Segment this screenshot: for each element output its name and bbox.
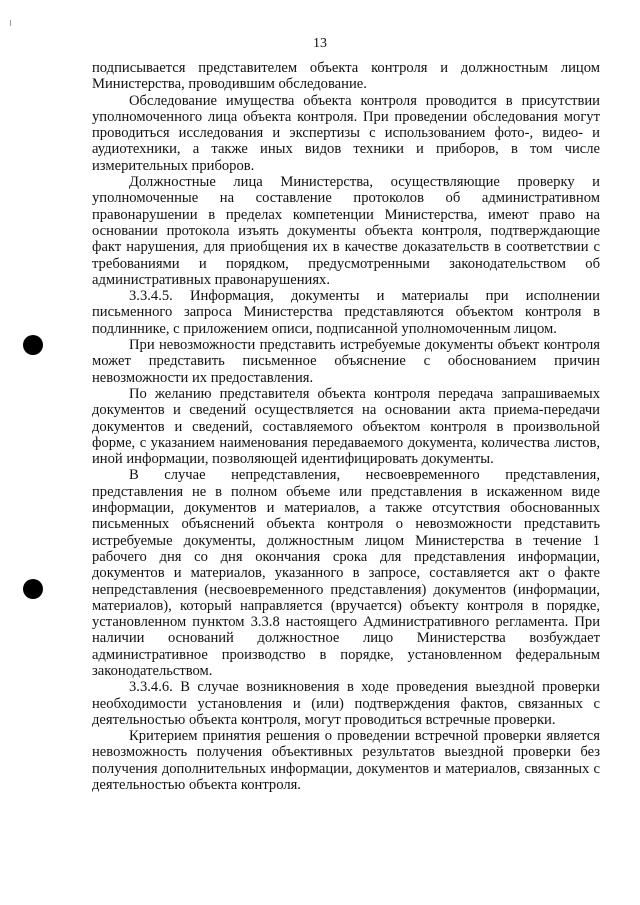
paragraph: подписывается представителем объекта контроля и должностным лицом Министерства, проводившим обследование. bbox=[92, 60, 600, 93]
paragraph: По желанию представителя объекта контроля передача запрашиваемых документов и сведений осуществляется на основании акта приема-передачи документов и сведений, составляемого объектом контроля в произвольной форме, с указанием наименования передаваемого документа, количества листов, иной информации, позволяющей идентифицировать документы. bbox=[92, 385, 600, 468]
page-number: 13 bbox=[313, 36, 327, 51]
punch-hole-mark bbox=[23, 579, 43, 599]
scan-edge-mark bbox=[10, 20, 11, 26]
paragraph: Должностные лица Министерства, осуществляющие проверку и уполномоченные на составление протоколов об административном правонарушении в пределах компетенции Министерства, имеют право на основании протокола изъять документы объекта контроля, подтверждающие факт нарушения, для приобщения их в качестве доказательств в соответствии с требованиями и порядком, предусмотренными законодательством об административных правонарушениях. bbox=[92, 174, 600, 288]
paragraph: В случае непредставления, несвоевременного представления, представления не в полном объеме или представления в искаженном виде информации, документов и материалов, а также отсутствия обоснованных письменных объяснений объекта контроля о невозможности представить истребуемые документы, должностным лицом Министерства в течение 1 рабочего дня со дня окончания срока для представления информации, документов и материалов, указанного в запросе, составляется акт о факте непредставления (несвоевременного представления) документов (информации, материалов), который направляется (вручается) объекту контроля в порядке, установленном пунктом 3.3.8 настоящего Административного регламента. При наличии оснований должностное лицо Министерства возбуждает административное производство в порядке, установленном федеральным законодательством. bbox=[92, 467, 600, 679]
paragraph: 3.3.4.6. В случае возникновения в ходе проведения выездной проверки необходимости установления и (или) подтверждения фактов, связанных с деятельностью объекта контроля, могут проводиться встречные проверки. bbox=[92, 679, 600, 728]
paragraph: При невозможности представить истребуемые документы объект контроля может представить письменное объяснение с обоснованием причин невозможности их предоставления. bbox=[92, 337, 600, 386]
document-body bbox=[92, 60, 600, 793]
paragraph: Критерием принятия решения о проведении встречной проверки является невозможность получения объективных результатов выездной проверки без получения дополнительных информации, документов и материалов, связанных с деятельностью объекта контроля. bbox=[92, 728, 600, 794]
paragraph: Обследование имущества объекта контроля проводится в присутствии уполномоченного лица объекта контроля. При проведении обследования могут проводиться исследования и экспертизы с использованием фото-, видео- и аудиотехники, а также иных видов техники и приборов, в том числе измерительных приборов. bbox=[92, 92, 600, 174]
paragraph: 3.3.4.5. Информация, документы и материалы при исполнении письменного запроса Министерства представляются объектом контроля в подлиннике, с приложением описи, подписанной уполномоченным лицом. bbox=[92, 288, 600, 337]
punch-hole-mark bbox=[23, 335, 43, 355]
